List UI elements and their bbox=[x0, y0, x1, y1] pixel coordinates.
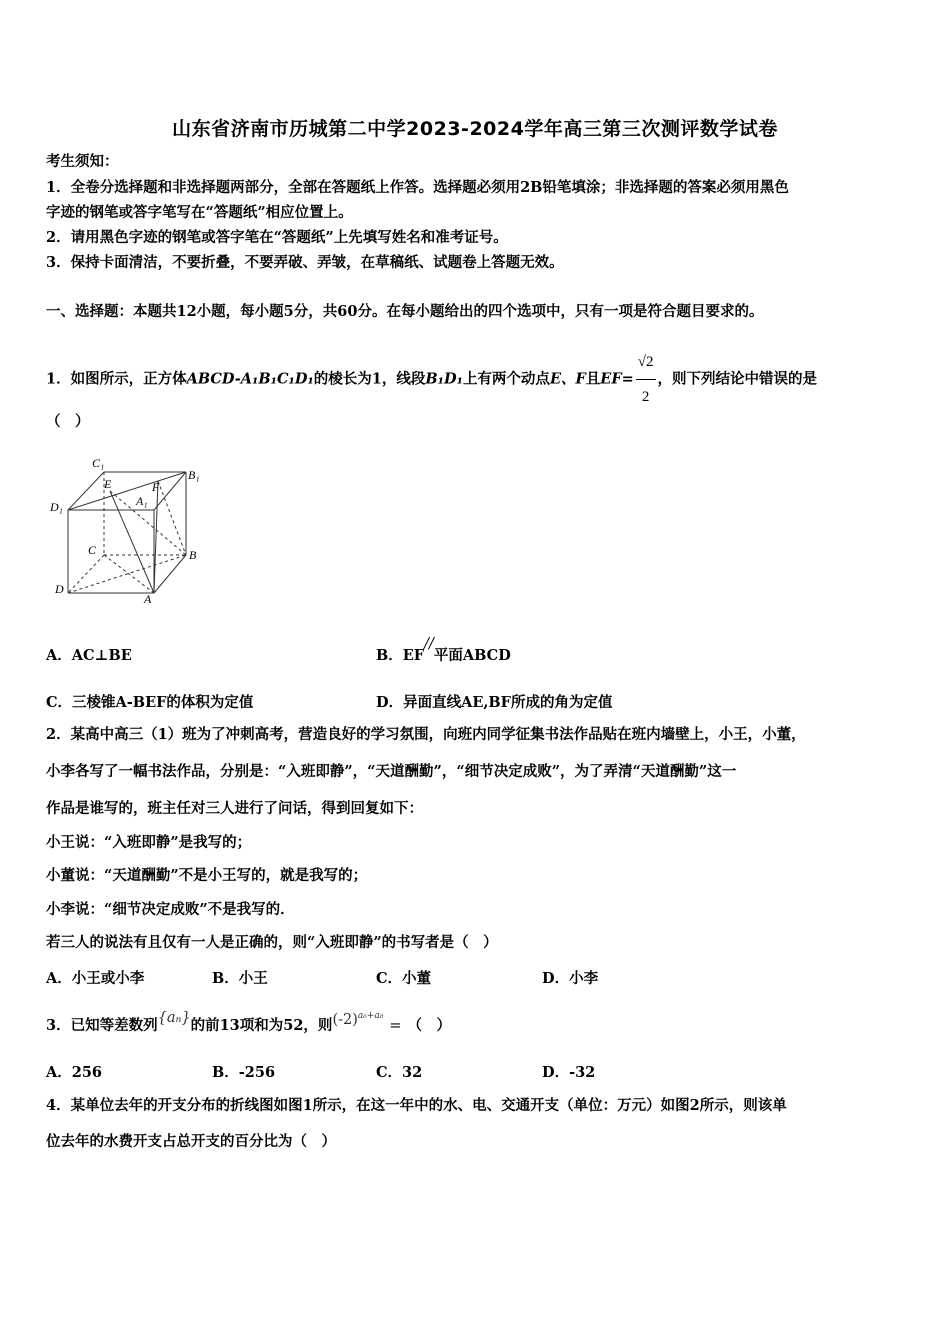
q1-text: 且 bbox=[585, 370, 601, 388]
equals-sign: = bbox=[389, 1017, 402, 1034]
q3-option-c: C．32 bbox=[376, 1064, 423, 1081]
q1-segment: B₁D₁ bbox=[425, 370, 463, 388]
q1-answer-paren: （ ） bbox=[46, 413, 90, 430]
q2-line-3: 作品是谁写的，班主任对三人进行了问话，得到回复如下： bbox=[46, 800, 423, 817]
hidden-segment-BF bbox=[158, 481, 186, 555]
q2-line-4: 小王说：“入班即静”是我写的； bbox=[46, 834, 252, 851]
exam-title: 山东省济南市历城第二中学2023-2024学年高三第三次测评数学试卷 bbox=[172, 118, 778, 140]
q3-option-b: B．-256 bbox=[212, 1064, 276, 1081]
label-C: C bbox=[88, 543, 97, 557]
fraction-numerator: √2 bbox=[636, 345, 656, 380]
q3-text: 3．已知等差数列 bbox=[46, 1016, 158, 1034]
q2-line-7: 若三人的说法有且仅有一人是正确的，则“入班即静”的书写者是（ ） bbox=[46, 934, 498, 951]
q2-line-6: 小李说：“细节决定成败”不是我写的． bbox=[46, 901, 295, 918]
notice-item-3: 3．保持卡面清洁，不要折叠，不要弄破、弄皱，在草稿纸、试题卷上答题无效。 bbox=[46, 254, 564, 271]
q1-text: 的棱长为1，线段 bbox=[313, 370, 426, 388]
q4-line-1: 4．某单位去年的开支分布的折线图如图1所示，在这一年中的水、电、交通开支（单位：万元）如图2所示，则该单 bbox=[46, 1097, 787, 1114]
section-heading: 一、选择题：本题共12小题，每小题5分，共60分。在每小题给出的四个选项中，只有一项是符合题目要求的。 bbox=[46, 303, 764, 320]
notice-item-1b: 字迹的钢笔或答字笔写在“答题纸”相应位置上。 bbox=[46, 204, 353, 221]
label-B1: B₁ bbox=[188, 468, 200, 482]
q3-answer-paren: （ ） bbox=[407, 1016, 452, 1034]
label-B: B bbox=[189, 548, 197, 562]
notice-item-2: 2．请用黑色字迹的钢笔或答字笔在“答题纸”上先填写姓名和准考证号。 bbox=[46, 229, 508, 246]
hidden-segment-BE bbox=[110, 491, 186, 555]
q1-ef: EF= bbox=[600, 370, 634, 388]
cube-figure bbox=[46, 455, 216, 605]
q1-option-d: D．异面直线AE,BF所成的角为定值 bbox=[376, 694, 613, 711]
q2-line-1: 2．某高中高三（1）班为了冲刺高考，营造良好的学习氛围，向班内同学征集书法作品贴在班内墙壁上，小王，小董， bbox=[46, 726, 806, 743]
q3-text: 的前13项和为52，则 bbox=[190, 1016, 333, 1034]
q1-option-b bbox=[376, 636, 511, 665]
q2-option-d: D．小李 bbox=[542, 970, 599, 987]
q1-text: 上有两个动点 bbox=[462, 370, 550, 388]
q1-points: E、F bbox=[549, 370, 586, 388]
q4-line-2: 位去年的水费开支占总开支的百分比为（ ） bbox=[46, 1133, 336, 1150]
power-expression bbox=[332, 1012, 383, 1028]
notice-heading: 考生须知： bbox=[46, 153, 119, 170]
label-A: A bbox=[144, 592, 152, 605]
fraction-denominator: 2 bbox=[641, 389, 650, 405]
edge-BA bbox=[154, 555, 186, 593]
q3-option-a: A．256 bbox=[46, 1064, 103, 1081]
label-C1: C₁ bbox=[92, 456, 105, 470]
q1-text: 1．如图所示，正方体 bbox=[46, 370, 187, 388]
q2-option-a: A．小王或小李 bbox=[46, 970, 145, 987]
option-b-text: 平面ABCD bbox=[433, 647, 511, 664]
notice-item-1a: 1．全卷分选择题和非选择题两部分，全部在答题纸上作答。选择题必须用2B铅笔填涂；非选择题的答案必须用黑色 bbox=[46, 179, 789, 196]
option-b-label: B．EF bbox=[376, 647, 425, 664]
segment-AF bbox=[154, 481, 158, 593]
label-D: D bbox=[55, 582, 64, 596]
parallel-symbol: // bbox=[424, 636, 434, 652]
power-base: (-2) bbox=[332, 1011, 358, 1028]
sqrt2-over-2-fraction bbox=[636, 345, 656, 414]
label-A1: A₁ bbox=[136, 494, 148, 508]
label-F: F bbox=[152, 480, 160, 494]
question-3-stem bbox=[46, 1008, 451, 1040]
q2-option-b: B．小王 bbox=[212, 970, 268, 987]
q1-cube-name: ABCD-A₁B₁C₁D₁ bbox=[186, 370, 314, 388]
label-D1: D₁ bbox=[50, 500, 63, 514]
q1-option-a: A．AC⊥BE bbox=[46, 647, 132, 664]
hidden-diagonal-AC bbox=[104, 555, 154, 593]
q2-line-2: 小李各写了一幅书法作品，分别是：“入班即静”，“天道酬勤”，“细节决定成败”，为了弄清“天道酬勤”这一 bbox=[46, 763, 737, 780]
sequence-notation: {aₙ} bbox=[157, 1009, 191, 1026]
q2-line-5: 小董说：“天道酬勤”不是小王写的，就是我写的； bbox=[46, 867, 368, 884]
q3-option-d: D．-32 bbox=[542, 1064, 596, 1081]
q1-text: ，则下列结论中错误的是 bbox=[657, 370, 818, 388]
q2-option-c: C．小董 bbox=[376, 970, 432, 987]
q1-option-c: C．三棱锥A-BEF的体积为定值 bbox=[46, 694, 254, 711]
power-exponent: a₆+a₈ bbox=[357, 1011, 384, 1021]
question-1-stem bbox=[46, 345, 817, 414]
label-E: E bbox=[104, 477, 112, 491]
